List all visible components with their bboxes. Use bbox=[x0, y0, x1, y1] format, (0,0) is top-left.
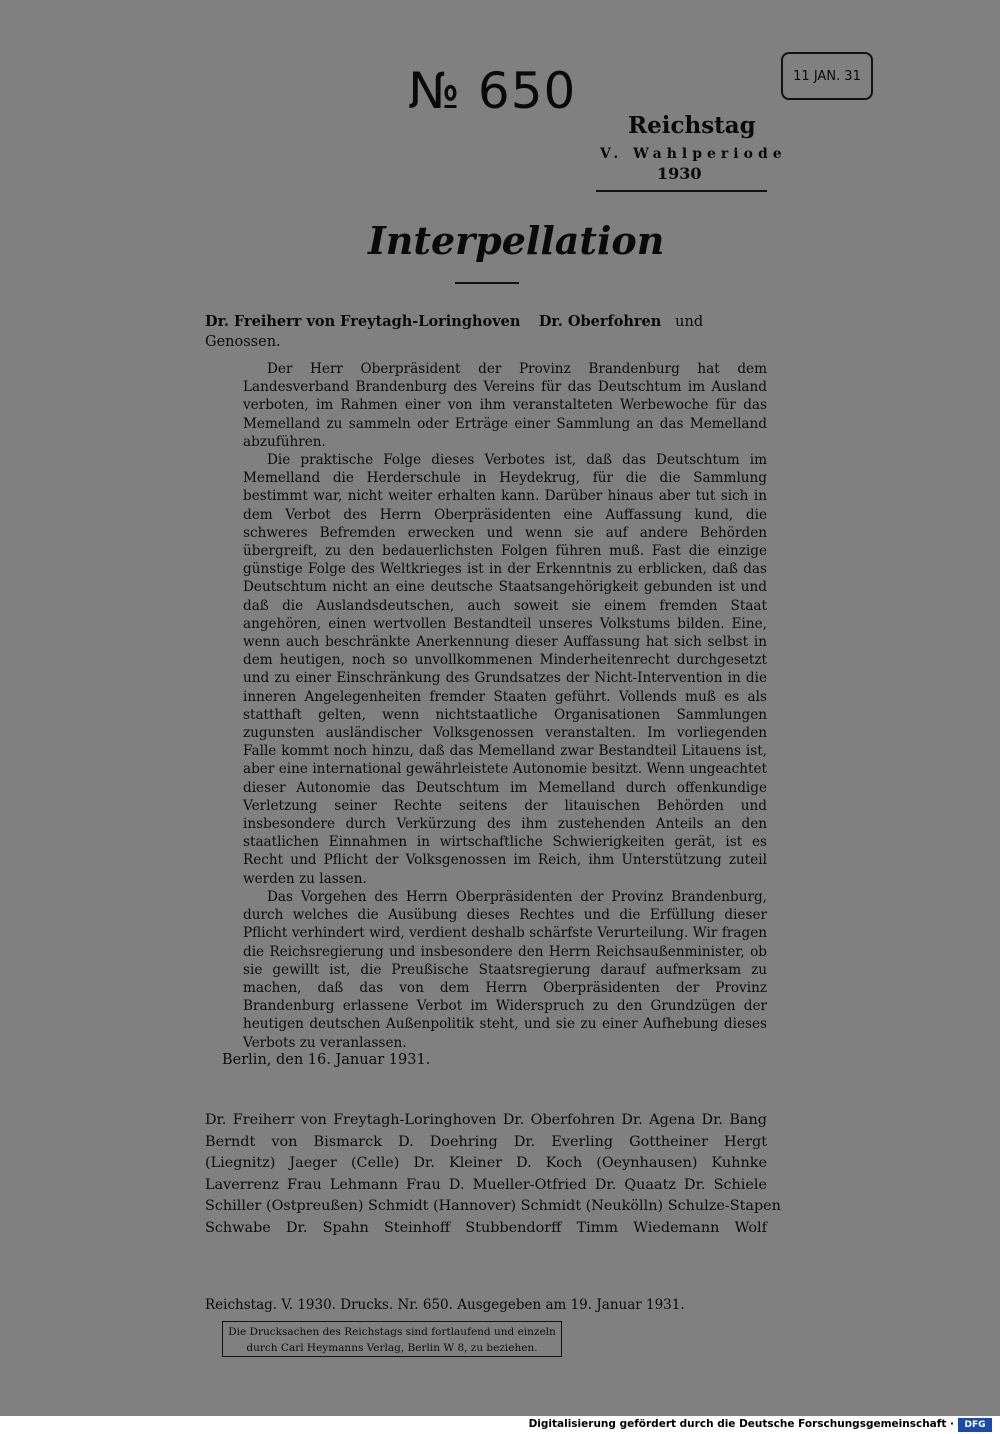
election-period: V. Wahlperiode bbox=[600, 146, 787, 162]
signatory-line: Laverrenz Frau Lehmann Frau D. Mueller-Otfried Dr. Quaatz Dr. Schiele bbox=[205, 1176, 767, 1193]
applicants bbox=[205, 312, 770, 352]
document-title: Interpellation bbox=[368, 218, 665, 263]
applicant-name-1: Dr. Freiherr von Freytagh-Loringhoven bbox=[205, 313, 521, 330]
stamp-date: 11 JAN. 31 bbox=[793, 68, 861, 84]
funding-credit: Digitalisierung gefördert durch die Deutsche Forschungsgemeinschaft · bbox=[528, 1418, 954, 1430]
body-paragraph: Das Vorgehen des Herrn Oberpräsidenten der Provinz Brandenburg, durch welches die Ausübung dieses Rechtes und die Erfüllung dieser Pflicht verhindert wird, verdient deshalb schärfste Verurteilung. Wir fragen die Reichsregierung und insbesondere den Herrn Reichsaußenminister, ob sie gewillt ist, die Preußische Staatsregierung darauf aufmerksam zu machen, daß das von dem Herrn Oberpräsidenten der Provinz Brandenburg erlassene Verbot im Widerspruch zu den Grundzügen der heutigen deutschen Außenpolitik steht, und sie zu einer Aufhebung dieses Verbots zu veranlassen. bbox=[243, 888, 767, 1051]
signatory-line: Schiller (Ostpreußen) Schmidt (Hannover) Schmidt (Neukölln) Schulze-Stapen bbox=[205, 1198, 781, 1214]
publisher-note-line-1: Die Drucksachen des Reichstags sind fortlaufend und einzeln bbox=[228, 1326, 556, 1338]
interpellation-body bbox=[243, 360, 767, 1052]
publisher-note-line-2: durch Carl Heymanns Verlag, Berlin W 8, zu beziehen. bbox=[246, 1342, 538, 1354]
title-rule bbox=[455, 282, 519, 284]
print-info-line: Reichstag. V. 1930. Drucks. Nr. 650. Ausgegeben am 19. Januar 1931. bbox=[205, 1297, 685, 1313]
dfg-logo-icon[interactable]: DFG bbox=[958, 1418, 992, 1432]
receipt-stamp bbox=[781, 52, 873, 100]
publisher-note-box bbox=[222, 1321, 562, 1357]
signatories bbox=[205, 1110, 781, 1239]
session-year: 1930 bbox=[657, 164, 702, 183]
reichstag-heading: Reichstag bbox=[628, 112, 756, 139]
dateline: Berlin, den 16. Januar 1931. bbox=[222, 1052, 431, 1068]
signatory-line: Schwabe Dr. Spahn Steinhoff Stubbendorff Timm Wiedemann Wolf bbox=[205, 1219, 767, 1236]
header-rule bbox=[596, 190, 767, 192]
applicant-name-2: Dr. Oberfohren bbox=[538, 313, 662, 330]
document-number: № 650 bbox=[408, 62, 577, 120]
applicant-conjunction: und bbox=[675, 314, 704, 330]
body-paragraph: Der Herr Oberpräsident der Provinz Brandenburg hat dem Landesverband Brandenburg des Vereins für das Deutschtum im Ausland verboten, im Rahmen einer von ihm veranstalteten Werbewoche für das Memelland zu sammeln oder Erträge einer Sammlung an das Memelland abzuführen. bbox=[243, 361, 767, 450]
body-paragraph: Die praktische Folge dieses Verbotes ist, daß das Deutschtum im Memelland die Herderschule in Heydekrug, für die die Sammlung bestimmt war, nicht weiter erhalten kann. Darüber hinaus aber tut sich in dem Verbot des Herrn Oberpräsidenten eine Auffassung kund, die schweres Befremden erwecken und wenn sie auf andere Behörden übergreift, zu den bedauerlichsten Folgen führen muß. Fast die einzige günstige Folge des Weltkrieges ist in der Erkenntnis zu erblicken, daß das Deutschtum nicht an eine deutsche Staatsangehörigkeit gebunden ist und daß die Auslandsdeutschen, auch soweit sie einem fremden Staat angehören, einen wertvollen Bestandteil unseres Volkstums bilden. Eine, wenn auch beschränkte Anerkennung dieser Auffassung hat sich selbst in dem heutigen, noch so unvollkommenen Minderheitenrecht durchgesetzt und zu einer Einschränkung des Grundsatzes der Nicht-Intervention in die inneren Angelegenheiten fremder Staaten geführt. Vollends muß es als statthaft gelten, wenn nichtstaatliche Organisationen Sammlungen zugunsten ausländischer Volksgenossen veranstalten. Im vorliegenden Falle kommt noch hinzu, daß das Memelland zwar Bestandteil Litauens ist, aber eine international gewährleistete Autonomie besitzt. Wenn ungeachtet dieser Autonomie das Deutschtum im Memelland durch offenkundige Verletzung seiner Rechte seitens der litauischen Behörden und insbesondere durch Verkürzung des ihm zustehenden Anteils an den staatlichen Einnahmen in wirtschaftliche Schwierigkeiten gerät, ist es Recht und Pflicht der Volksgenossen im Reich, ihm Unterstützung zuteil werden zu lassen. bbox=[243, 452, 767, 887]
applicant-rest: Genossen. bbox=[205, 334, 281, 350]
signatory-line: Dr. Freiherr von Freytagh-Loringhoven Dr. Oberfohren Dr. Agena Dr. Bang bbox=[205, 1112, 767, 1128]
signatory-line: (Liegnitz) Jaeger (Celle) Dr. Kleiner D. Koch (Oeynhausen) Kuhnke bbox=[205, 1155, 767, 1171]
signatory-line: Berndt von Bismarck D. Doehring Dr. Everling Gottheiner Hergt bbox=[205, 1133, 767, 1150]
